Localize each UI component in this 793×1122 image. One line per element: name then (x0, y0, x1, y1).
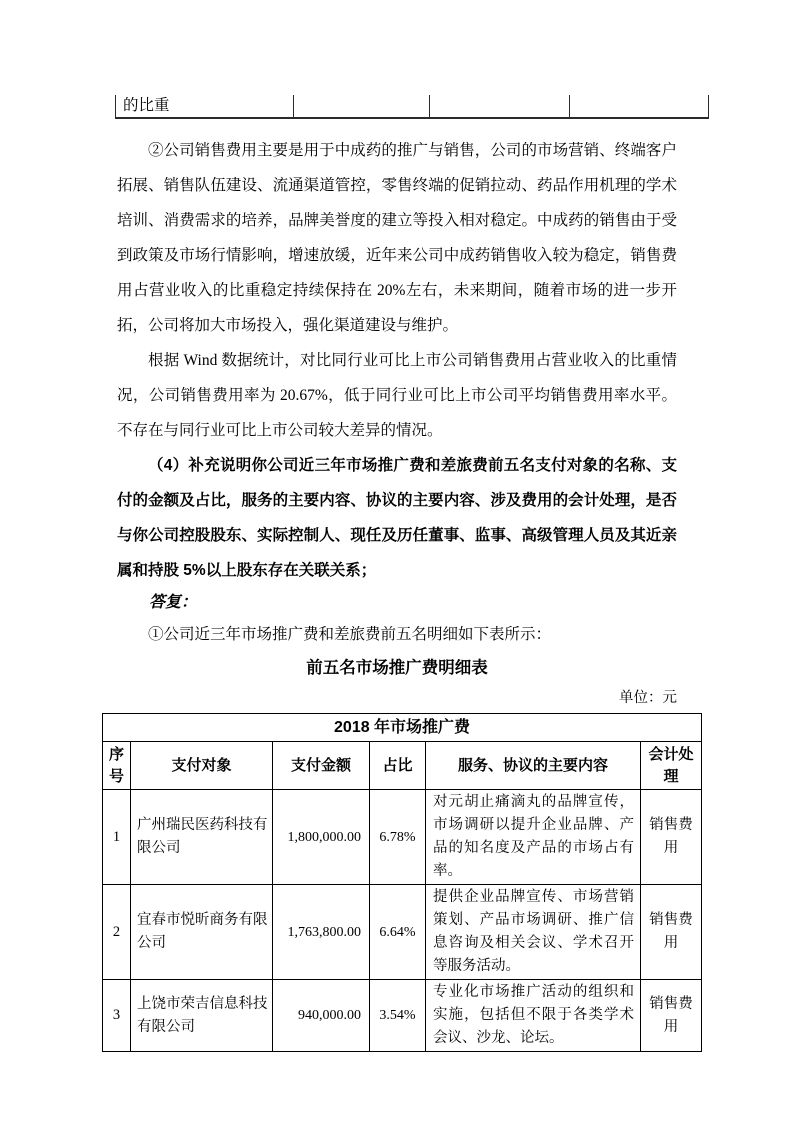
cell-ratio: 6.64% (370, 885, 426, 980)
paragraph-answer-intro: ①公司近三年市场推广费和差旅费前五名明细如下表所示： (148, 626, 552, 643)
column-header-no: 序号 (103, 742, 131, 790)
cell-ratio: 6.78% (370, 790, 426, 885)
cell-accounting: 销售费用 (641, 790, 702, 885)
promo-expense-table (102, 713, 702, 1052)
cell-amount: 1,800,000.00 (273, 790, 370, 885)
table-row (116, 95, 709, 118)
cell-no: 2 (103, 885, 131, 980)
continued-cell-empty-1 (294, 95, 430, 118)
continued-cell-label: 的比重 (116, 95, 294, 118)
paragraph-sales-expense-overview: ②公司销售费用主要是用于中成药的推广与销售，公司的市场营销、终端客户拓展、销售队伍建设、流通渠道管控，零售终端的促销拉动、药品作用机理的学术培训、消费需求的培养，品牌美誉度的建立等投入相对稳定。中成药的销售由于受到政策及市场行情影响，增速放缓，近年来公司中成药销售收入较为稳定，销售费用占营业收入的比重稳定持续保持在 20%左右，未来期间，随着市场的进一步开拓，公司将加大市场投入，强化渠道建设与维护。 (117, 142, 677, 334)
table-year-header-row (103, 714, 702, 742)
cell-ratio: 3.54% (370, 980, 426, 1052)
column-header-ratio: 占比 (370, 742, 426, 790)
heading-question-4: （4）补充说明你公司近三年市场推广费和差旅费前五名支付对象的名称、支付的金额及占比，服务的主要内容、协议的主要内容、涉及费用的会计处理，是否与你公司控股股东、实际控制人、现任及历任董事、监事、高级管理人员及其近亲属和持股 5%以上股东存在关联关系； (117, 457, 677, 579)
column-header-accounting: 会计处理 (641, 742, 702, 790)
column-header-service: 服务、协议的主要内容 (426, 742, 641, 790)
cell-no: 1 (103, 790, 131, 885)
table-row (103, 980, 702, 1052)
cell-accounting: 销售费用 (641, 885, 702, 980)
table-title: 前五名市场推广费明细表 (306, 659, 488, 677)
paragraph-wind-statistics: 根据 Wind 数据统计，对比同行业可比上市公司销售费用占营业收入的比重情况，公司销售费用率为 20.67%，低于同行业可比上市公司平均销售费用率水平。不存在与同行业可比上市公司较大差异的情况。 (117, 352, 677, 439)
continued-table (115, 95, 709, 119)
table-row (103, 885, 702, 980)
cell-accounting: 销售费用 (641, 980, 702, 1052)
cell-payee: 上饶市荣吉信息科技有限公司 (131, 980, 273, 1052)
cell-payee: 广州瑞民医药科技有限公司 (131, 790, 273, 885)
unit-label: 单位：元 (619, 690, 677, 706)
cell-amount: 940,000.00 (273, 980, 370, 1052)
continued-cell-empty-2 (430, 95, 570, 118)
cell-no: 3 (103, 980, 131, 1052)
cell-service: 提供企业品牌宣传、市场营销策划、产品市场调研、推广信息咨询及相关会议、学术召开等服务活动。 (426, 885, 641, 980)
table-header-row (103, 742, 702, 790)
cell-service: 对元胡止痛滴丸的品牌宣传，市场调研以提升企业品牌、产品的知名度及产品的市场占有率。 (426, 790, 641, 885)
table-year-header: 2018 年市场推广费 (103, 714, 702, 742)
reply-label: 答复： (149, 594, 198, 611)
cell-service: 专业化市场推广活动的组织和实施，包括但不限于各类学术会议、沙龙、论坛。 (426, 980, 641, 1052)
column-header-amount: 支付金额 (273, 742, 370, 790)
cell-payee: 宜春市悦昕商务有限公司 (131, 885, 273, 980)
column-header-payee: 支付对象 (131, 742, 273, 790)
table-row (103, 790, 702, 885)
continued-cell-empty-3 (570, 95, 709, 118)
cell-amount: 1,763,800.00 (273, 885, 370, 980)
